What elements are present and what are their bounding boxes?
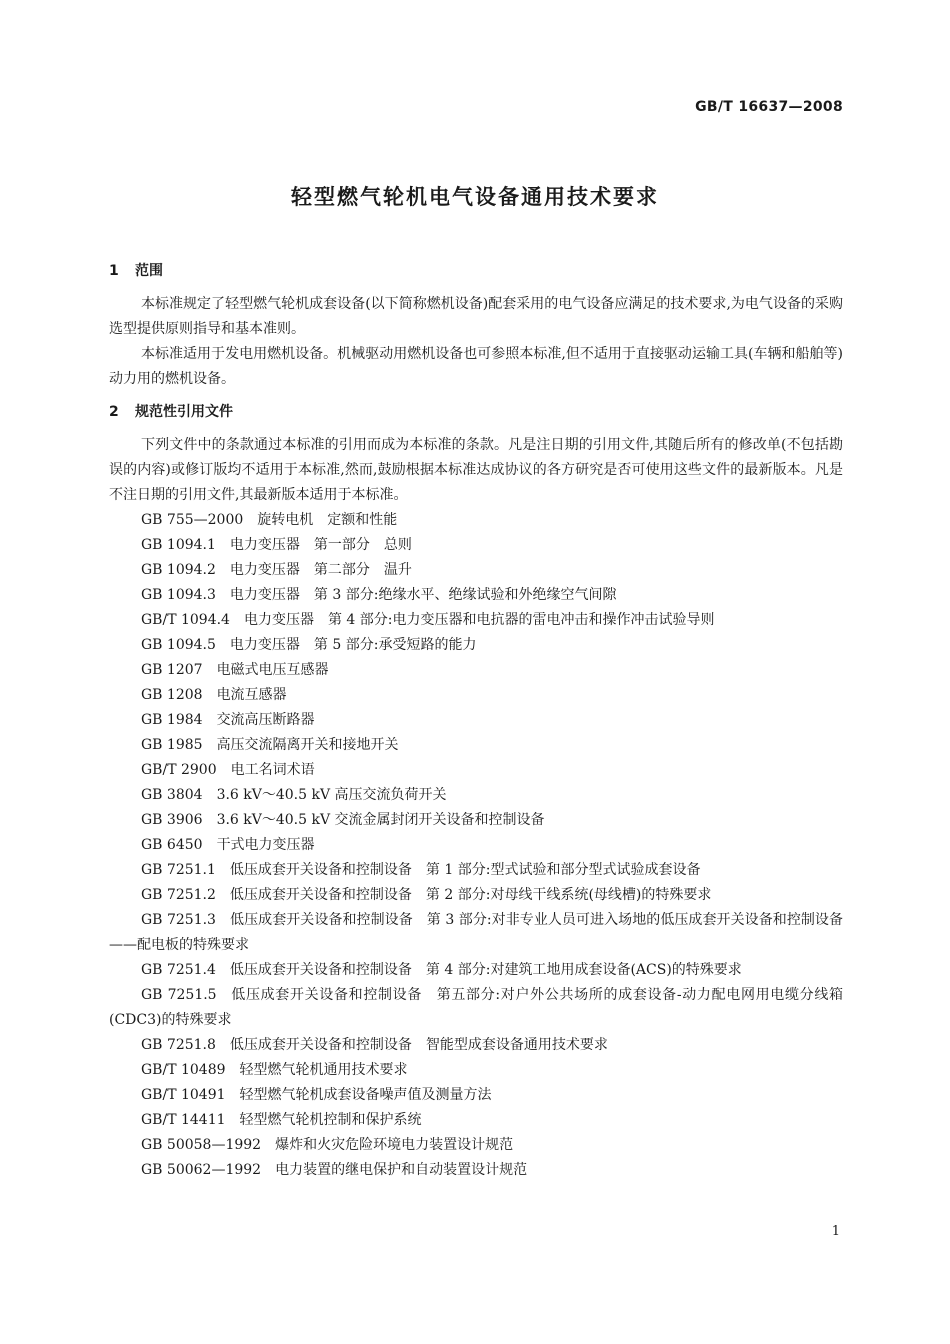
reference-title: 轻型燃气轮机成套设备噪声值及测量方法 (239, 1087, 492, 1103)
paragraph: 本标准适用于发电用燃机设备。机械驱动用燃机设备也可参照本标准,但不适用于直接驱动运输工具(车辆和船舶等)动力用的燃机设备。 (109, 346, 843, 387)
document-body (109, 259, 843, 1183)
reference-code: GB 50062—1992 (141, 1162, 262, 1178)
reference-code: GB 7251.1 (141, 862, 216, 878)
reference-item (109, 958, 843, 983)
reference-item (109, 1158, 843, 1183)
reference-title: 干式电力变压器 (216, 837, 315, 853)
reference-item (109, 558, 843, 583)
reference-item (109, 633, 843, 658)
reference-item (109, 783, 843, 808)
reference-item (109, 533, 843, 558)
reference-code: GB/T 2900 (141, 762, 217, 778)
reference-title: 电力变压器 第 4 部分:电力变压器和电抗器的雷电冲击和操作冲击试验导则 (243, 612, 715, 628)
reference-title: 电力变压器 第 5 部分:承受短路的能力 (229, 637, 477, 653)
reference-title: 低压成套开关设备和控制设备 第 2 部分:对母线干线系统(母线槽)的特殊要求 (229, 887, 712, 903)
reference-code: GB 1207 (141, 662, 203, 678)
reference-code: GB 50058—1992 (141, 1137, 262, 1153)
reference-code: GB 7251.3 (141, 912, 216, 928)
reference-title: 电力装置的继电保护和自动装置设计规范 (275, 1162, 528, 1178)
reference-code: GB 7251.5 (141, 987, 217, 1003)
reference-item (109, 508, 843, 533)
reference-code: GB 6450 (141, 837, 203, 853)
reference-item (109, 608, 843, 633)
reference-code: GB 1094.3 (141, 587, 216, 603)
reference-title: 低压成套开关设备和控制设备 第 4 部分:对建筑工地用成套设备(ACS)的特殊要求 (229, 962, 742, 978)
reference-item (109, 1058, 843, 1083)
reference-code: GB 1094.1 (141, 537, 216, 553)
section-number: 1 (109, 263, 119, 279)
reference-title: 低压成套开关设备和控制设备 第 1 部分:型式试验和部分型式试验成套设备 (229, 862, 701, 878)
reference-item (109, 1033, 843, 1058)
reference-code: GB 3906 (141, 812, 203, 828)
reference-code: GB 7251.2 (141, 887, 216, 903)
section-heading (109, 259, 843, 284)
reference-item (109, 858, 843, 883)
reference-code: GB/T 1094.4 (141, 612, 230, 628)
reference-title: 高压交流隔离开关和接地开关 (216, 737, 399, 753)
reference-code: GB/T 10491 (141, 1087, 226, 1103)
reference-list (109, 508, 843, 1183)
paragraph: 本标准规定了轻型燃气轮机成套设备(以下简称燃机设备)配套采用的电气设备应满足的技术要求,为电气设备的采购选型提供原则指导和基本准则。 (109, 296, 843, 337)
section-number: 2 (109, 404, 119, 420)
reference-title: 低压成套开关设备和控制设备 第 3 部分:对非专业人员可进入场地的低压成套开关设备和控制设备——配电板的特殊要求 (109, 912, 843, 953)
reference-title: 交流高压断路器 (216, 712, 315, 728)
reference-title: 电工名词术语 (230, 762, 315, 778)
reference-item (109, 708, 843, 733)
reference-code: GB 1985 (141, 737, 203, 753)
reference-item (109, 908, 843, 958)
section-heading (109, 400, 843, 425)
section-title: 规范性引用文件 (135, 404, 233, 420)
reference-title: 电力变压器 第 3 部分:绝缘水平、绝缘试验和外绝缘空气间隙 (229, 587, 617, 603)
reference-title: 爆炸和火灾危险环境电力装置设计规范 (275, 1137, 514, 1153)
reference-code: GB 1984 (141, 712, 203, 728)
reference-title: 轻型燃气轮机控制和保护系统 (239, 1112, 422, 1128)
reference-item (109, 833, 843, 858)
reference-item (109, 733, 843, 758)
reference-item (109, 883, 843, 908)
reference-code: GB 755—2000 (141, 512, 244, 528)
reference-item (109, 758, 843, 783)
reference-title: 低压成套开关设备和控制设备 智能型成套设备通用技术要求 (229, 1037, 608, 1053)
document-title: 轻型燃气轮机电气设备通用技术要求 (291, 185, 659, 209)
reference-title: 电力变压器 第一部分 总则 (229, 537, 412, 553)
reference-item (109, 658, 843, 683)
reference-item (109, 983, 843, 1033)
reference-item (109, 808, 843, 833)
paragraph: 下列文件中的条款通过本标准的引用而成为本标准的条款。凡是注日期的引用文件,其随后所有的修改单(不包括勘误的内容)或修订版均不适用于本标准,然而,鼓励根据本标准达成协议的各方研究是否可使用这些文件的最新版本。凡是不注日期的引用文件,其最新版本适用于本标准。 (109, 437, 843, 503)
reference-title: 3.6 kV～40.5 kV 交流金属封闭开关设备和控制设备 (216, 812, 545, 828)
reference-code: GB 1094.5 (141, 637, 216, 653)
reference-code: GB 7251.8 (141, 1037, 216, 1053)
reference-item (109, 683, 843, 708)
reference-code: GB/T 10489 (141, 1062, 226, 1078)
reference-code: GB 7251.4 (141, 962, 216, 978)
reference-title: 电磁式电压互感器 (216, 662, 329, 678)
reference-title: 电流互感器 (216, 687, 287, 703)
reference-code: GB/T 14411 (141, 1112, 226, 1128)
reference-title: 低压成套开关设备和控制设备 第五部分:对户外公共场所的成套设备-动力配电网用电缆分线箱(CDC3)的特殊要求 (109, 987, 843, 1028)
reference-title: 轻型燃气轮机通用技术要求 (239, 1062, 408, 1078)
reference-title: 3.6 kV～40.5 kV 高压交流负荷开关 (216, 787, 447, 803)
page-number: 1 (831, 1224, 840, 1239)
reference-code: GB 1094.2 (141, 562, 216, 578)
section-title: 范围 (135, 263, 163, 279)
reference-item (109, 583, 843, 608)
reference-item (109, 1108, 843, 1133)
reference-title: 电力变压器 第二部分 温升 (229, 562, 412, 578)
reference-item (109, 1083, 843, 1108)
reference-item (109, 1133, 843, 1158)
reference-code: GB 1208 (141, 687, 203, 703)
reference-code: GB 3804 (141, 787, 203, 803)
standard-number: GB/T 16637—2008 (695, 99, 843, 115)
reference-title: 旋转电机 定额和性能 (257, 512, 398, 528)
